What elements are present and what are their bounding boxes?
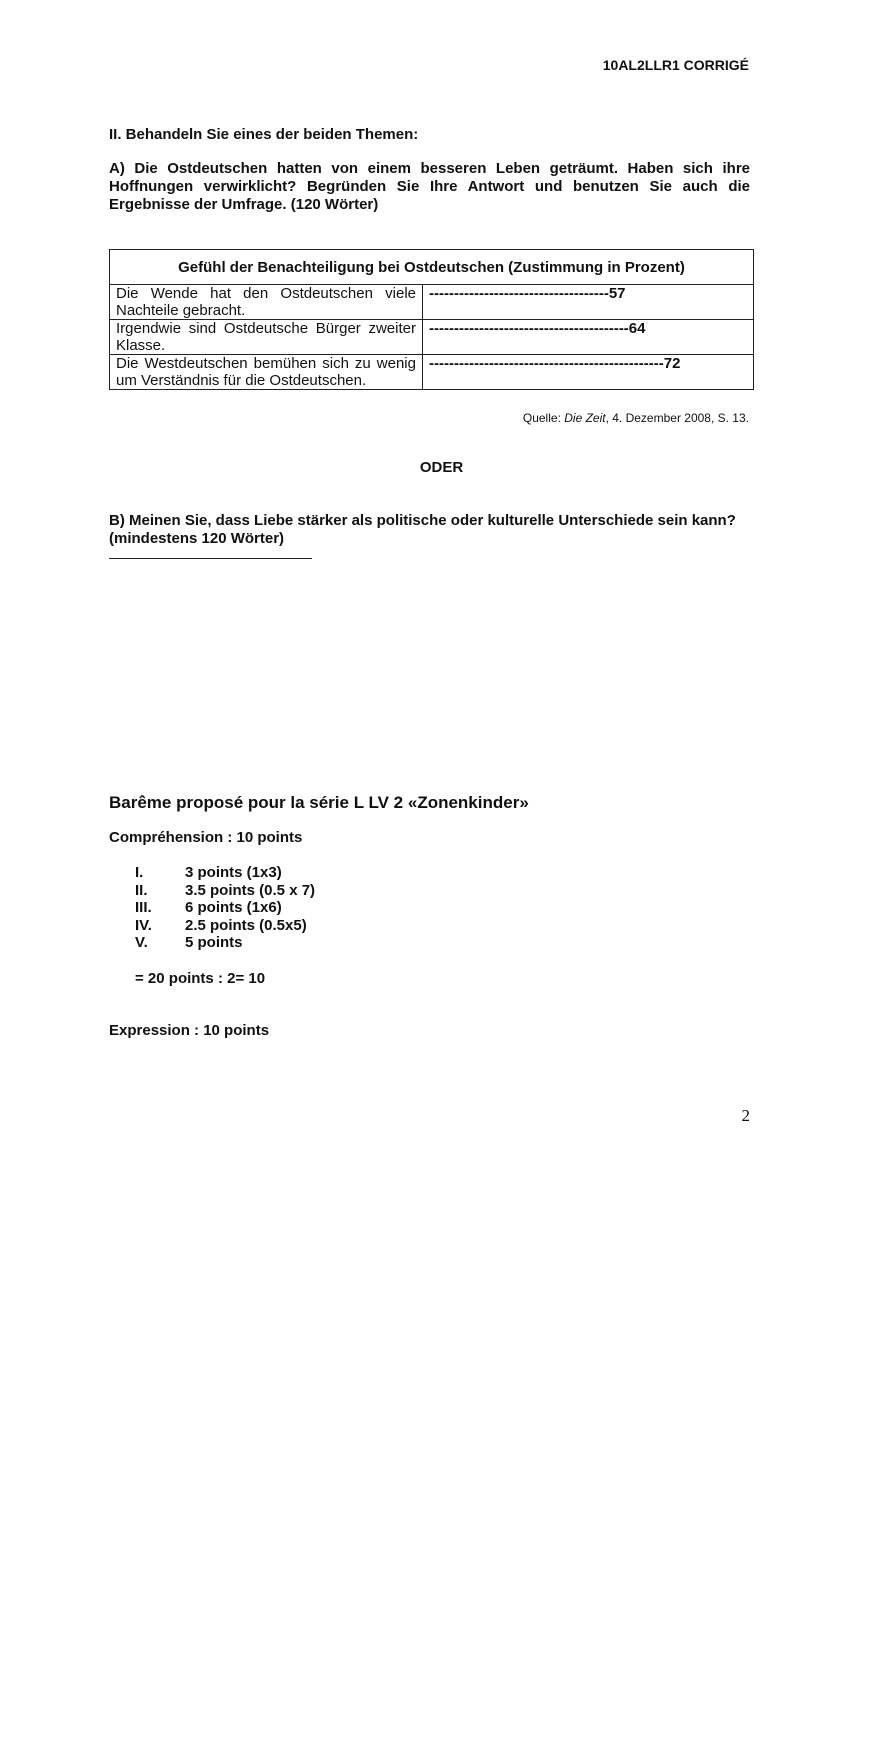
grading-title: Barême proposé pour la série L LV 2 «Zonenkinder» xyxy=(109,793,529,812)
survey-statement: Die Westdeutschen bemühen sich zu wenig um Verständnis für die Ostdeutschen. xyxy=(110,355,423,390)
source-publication: Die Zeit xyxy=(564,411,606,425)
points-list xyxy=(135,864,315,952)
points-item-number: V. xyxy=(135,934,148,951)
survey-row xyxy=(110,355,754,390)
survey-source xyxy=(523,411,749,425)
points-item xyxy=(135,934,315,952)
points-item-number: III. xyxy=(135,899,152,916)
survey-statement: Irgendwie sind Ostdeutsche Bürger zweiter Klasse. xyxy=(110,320,423,355)
underline-rule xyxy=(109,558,312,559)
topic-b-prompt: B) Meinen Sie, dass Liebe stärker als politische oder kulturelle Unterschiede sein kann? (mindestens 120 Wörter) xyxy=(109,512,736,547)
or-divider-label: ODER xyxy=(419,459,464,476)
survey-statement: Die Wende hat den Ostdeutschen viele Nachteile gebracht. xyxy=(110,285,423,320)
survey-title-row xyxy=(110,250,754,285)
points-item-value: 6 points (1x6) xyxy=(185,899,282,916)
points-item-number: IV. xyxy=(135,916,152,934)
points-item-value: 5 points xyxy=(185,934,243,951)
source-suffix: , 4. Dezember 2008, S. 13. xyxy=(605,411,749,425)
source-prefix: Quelle: xyxy=(522,411,565,425)
document-code: 10AL2LLR1 CORRIGÉ xyxy=(602,57,749,73)
survey-row xyxy=(110,285,754,320)
survey-table xyxy=(109,249,754,390)
points-item-value: 3.5 points (0.5 x 7) xyxy=(185,881,316,899)
points-item xyxy=(135,917,315,935)
points-item-number: I. xyxy=(135,864,144,881)
points-item xyxy=(135,864,315,882)
comprehension-label: Compréhension : 10 points xyxy=(109,829,303,846)
section-title: II. Behandeln Sie eines der beiden Themen: xyxy=(109,126,419,143)
survey-value: ------------------------------------57 xyxy=(423,285,754,320)
points-item-number: II. xyxy=(135,881,148,899)
points-item-value: 2.5 points (0.5x5) xyxy=(185,916,307,934)
survey-value: -----------------------------------------------72 xyxy=(423,355,754,390)
survey-value: ----------------------------------------64 xyxy=(423,320,754,355)
survey-row xyxy=(110,320,754,355)
points-item xyxy=(135,882,315,900)
expression-label: Expression : 10 points xyxy=(109,1022,270,1039)
topic-a-prompt: A) Die Ostdeutschen hatten von einem besseren Leben geträumt. Haben sich ihre Hoffnungen verwirklicht? Begründen Sie Ihre Antwort und benutzen Sie auch die Ergebnisse der Umfrage. (120 Wörter) xyxy=(109,160,750,213)
page-number: 2 xyxy=(741,1106,750,1125)
points-sum: = 20 points : 2= 10 xyxy=(135,970,266,987)
points-item xyxy=(135,899,315,917)
points-item-value: 3 points (1x3) xyxy=(185,864,282,881)
survey-title: Gefühl der Benachteiligung bei Ostdeutschen (Zustimmung in Prozent) xyxy=(110,250,754,285)
